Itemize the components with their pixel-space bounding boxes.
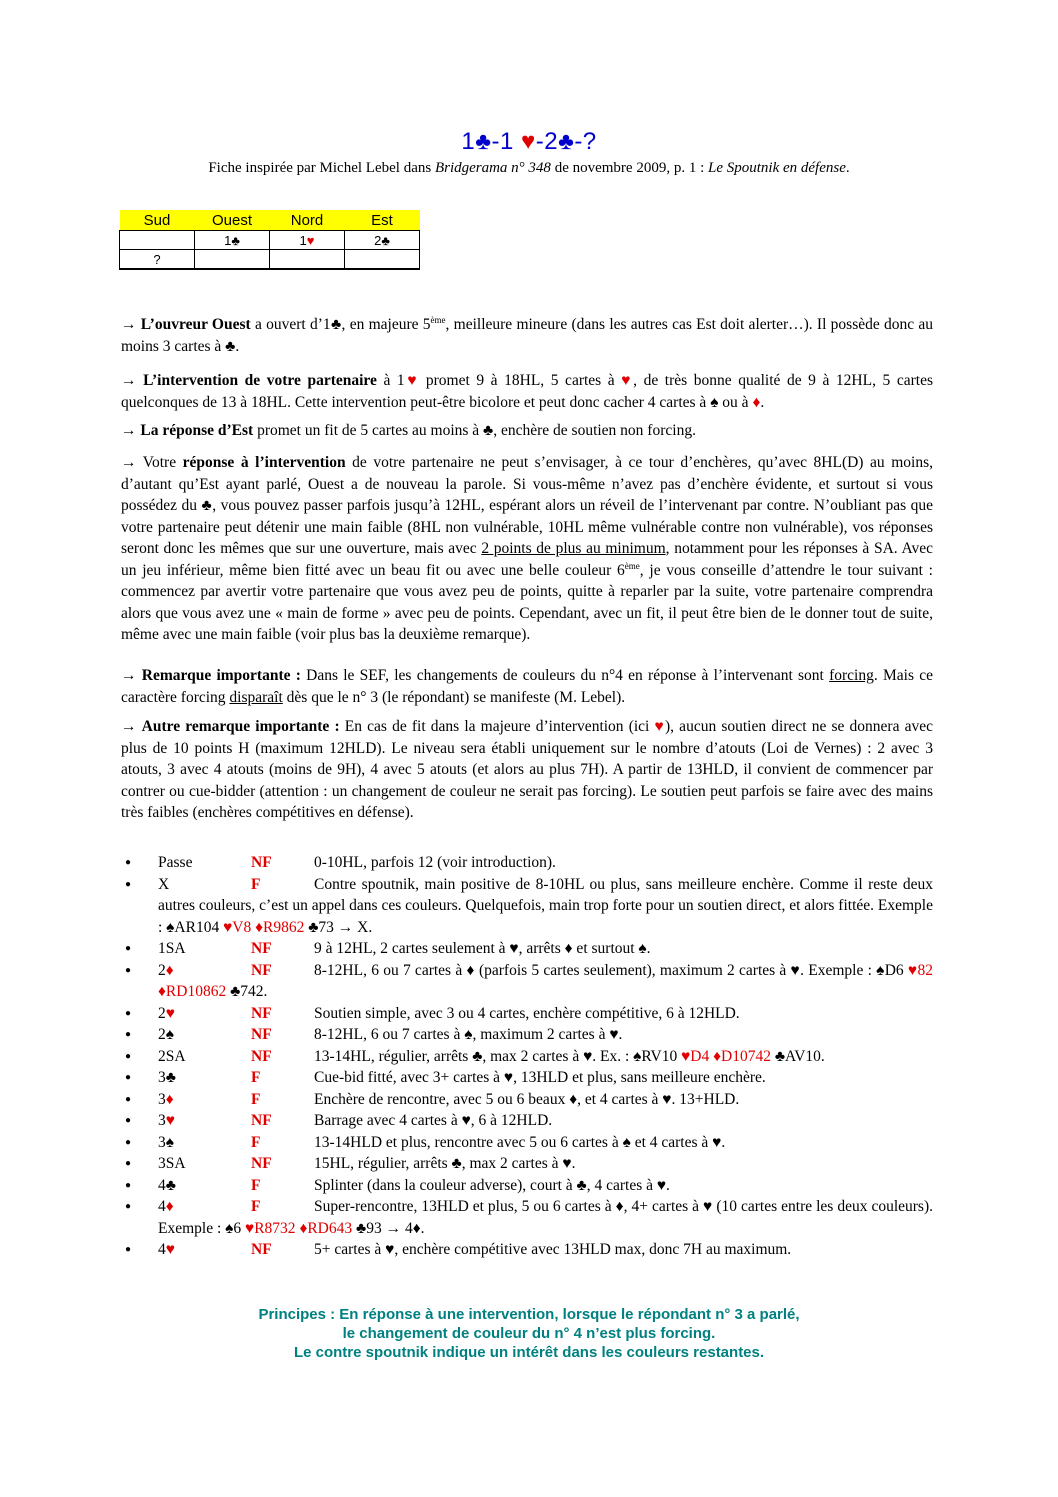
cell: ? [120,250,195,270]
forcing-badge: NF [251,1047,272,1065]
diamond-icon: ♦ [752,393,761,411]
list-item [121,1196,933,1239]
forcing-badge: F [251,1176,261,1194]
forcing-badge: NF [251,1155,272,1172]
bid-value: 3♠ [158,1133,174,1151]
header-sud: Sud [120,210,195,231]
bid-label [158,1153,251,1175]
example-end: ♣73 → X. [304,918,373,936]
forcing-badge: F [251,1090,261,1108]
bid-value: Passe [158,854,193,871]
bid-value: 3♣ [158,1069,176,1086]
bid-value: 2 [158,1004,166,1022]
list-item [121,1239,933,1261]
table-header-row [120,210,420,231]
cell: 1♥ [270,231,345,250]
bullet-icon: ● [125,1093,132,1105]
bullet-icon: ● [125,1072,132,1083]
bullet-icon: ● [125,1050,132,1062]
bid-description: 13-14HLD et plus, rencontre avec 5 ou 6 cartes à ♠ et 4 cartes à ♥. [314,1133,726,1151]
bid-label [158,938,251,960]
bid-description: 8-12HL, 6 ou 7 cartes à ♠, maximum 2 cartes à ♥. [314,1026,623,1043]
forcing-badge: F [251,1069,261,1086]
heart-icon: ♥ [654,718,665,735]
bid-value: 3 [158,1090,166,1108]
header-nord: Nord [270,210,345,231]
suit-icon: ♦ [165,1198,174,1215]
list-item [121,938,933,960]
example-end: ♣AV10. [770,1047,825,1065]
bullet-icon: ● [125,1244,132,1255]
paragraph-ouvreur: → L’ouvreur Ouest a ouvert d’1♣, en majeure 5ème, meilleure mineure (dans les autres cas Est doit alerter…). Il possède donc au moins 3 cartes à ♣. [121,314,934,355]
bullet-icon: ● [125,857,132,868]
bid-label [158,1089,251,1111]
heart-icon: ♥ [404,372,420,389]
paragraph-intervention: → L’intervention de votre partenaire à 1♥ promet 9 à 18HL, 5 cartes à ♥, de très bonne qualité de 9 à 12HL, 5 cartes quelconques de 13 à 18HL. Cette intervention peut-être bicolore et peut donc cacher 4 cartes à ♠ ou à ♦. [121,372,934,411]
bullet-icon: ● [125,1158,132,1169]
bullet-icon: ● [125,1115,132,1126]
heart-icon: ♥ [621,372,634,389]
header-ouest: Ouest [195,210,270,231]
example-diamonds: ♦D10742 [713,1047,771,1065]
bid-value: 4 [158,1198,166,1215]
list-item [121,1153,933,1175]
bid-description: Barrage avec 4 cartes à ♥, 6 à 12HLD. [314,1112,553,1129]
list-item [121,874,933,939]
list-item [121,852,933,874]
bid-label [158,1046,251,1068]
bid-label [158,1239,251,1261]
bid-value: 4♣ [158,1176,176,1194]
bullet-icon: ● [125,943,132,954]
bid-label [158,960,251,982]
paragraph-autre-remarque: → Autre remarque importante : En cas de fit dans la majeure d’intervention (ici ♥), aucun soutien direct ne se donnera avec plus de 10 points H (maximum 12HLD). Le niveau sera établi uniquement sur le nombre d’atouts (Loi de Vernes) : 2 avec 3 atouts, 3 avec 4 atouts (moins de 9H), 4 avec 5 atouts (et alors au plus 7H). A partir de 13HLD, il convient de commencer par contrer ou cue-bidder (attention : un changement de couleur ne serait pas forcing). Le soutien peut parfois se faire avec des mains très faibles (enchères compétitives en défense). [121,718,933,821]
bullet-icon: ● [125,878,132,890]
forcing-badge: NF [251,961,272,979]
bid-value: 3 [158,1112,166,1129]
paragraph-votre-reponse: → Votre réponse à l’intervention de votre partenaire ne peut s’envisager, à ce tour d’enchères, qu’avec 8HL(D) au moins, d’autant qu’Est ayant parlé, Ouest a de nouveau la parole. Si vous-même n’avez pas d’enchère évidente, et surtout si vous possédez du ♣, vous pouvez passer parfois jusqu’à 12HL, espérant alors un réveil de l’intervenant par contre. N’oubliant pas que votre partenaire peut détenir une main faible (8HL non vulnérable, 10HL même vulnérable contre non vulnérable), vos réponses seront donc les mêmes que sur une ouverture, mais avec 2 points de plus au minimum, notamment pour les réponses à SA. Avec un jeu inférieur, même bien fitté avec un beau fit ou avec une belle couleur 6ème, je vous conseille d’attendre le tour suivant : commencez par avertir votre partenaire que vous avez peu de points, quitte à reparler par la suite, votre partenaire comprendra alors que vous avez une « main de forme » avec peu de points. Cependant, avec un fit, il peut être bien de le donner tout de suite, même avec une main faible (voir plus bas la deuxième remarque). [121,454,933,643]
heart-icon: ♥ [520,128,536,155]
example-end: ♣742. [226,983,268,1000]
suit-icon: ♥ [165,1004,175,1022]
paragraph-remarque: → Remarque importante : Dans le SEF, les changements de couleurs du n°4 en réponse à l’intervenant sont forcing. Mais ce caractère forcing disparaît dès que le n° 3 (le répondant) se manifeste (M. Lebel). [121,667,933,706]
bid-description: Cue-bid fitté, avec 3+ cartes à ♥, 13HLD et plus, sans meilleure enchère. [314,1069,766,1086]
example-hearts: ♥82 [907,961,933,979]
forcing-badge: F [251,875,261,893]
bidding-table [119,210,420,270]
cell [270,250,345,270]
bid-label [158,1024,251,1046]
example-diamonds: ♦RD643 [299,1219,353,1237]
list-item [121,1110,933,1132]
forcing-badge: NF [251,1004,272,1022]
table-row [120,250,420,270]
example-end: ♣93 → 4♦. [352,1219,425,1237]
bid-value: 2♠ [158,1026,174,1043]
bid-list [121,852,933,1261]
suit-icon: ♥ [165,1241,175,1258]
bid-value: 3SA [158,1155,186,1172]
bullet-icon: ● [125,1136,132,1148]
bid-description: 0-10HL, parfois 12 (voir introduction). [314,854,556,871]
bid-description: Contre spoutnik, main positive de 8-10HL ou plus, sans meilleure enchère. Comme il reste deux autres couleurs, c’est un appel dans ces couleurs. Quelquefois, main trop forte pour un soutien direct, et alors fittée. Exemple : ♠AR104 [158,875,933,936]
bid-description: Enchère de rencontre, avec 5 ou 6 beaux ♦, et 4 cartes à ♥. 13+HLD. [314,1090,740,1108]
bid-value: 1SA [158,940,186,957]
cell [195,250,270,270]
bullet-icon: ● [125,1179,132,1191]
bullet-icon: ● [125,1029,132,1040]
article-title: Le Spoutnik en défense [708,160,846,176]
bid-label [158,874,251,896]
table-row [120,231,420,250]
bid-value: X [158,875,170,893]
suit-icon: ♥ [165,1112,175,1129]
bid-value: 2 [158,961,166,979]
list-item [121,1003,933,1025]
club-icon: ♣ [558,128,575,155]
cell: 1♣ [195,231,270,250]
bid-label [158,1003,251,1025]
forcing-badge: F [251,1133,261,1151]
bid-description: 8-12HL, 6 ou 7 cartes à ♦ (parfois 5 cartes seulement), maximum 2 cartes à ♥. Exemple : ♠D6 [314,961,908,979]
bid-description: Splinter (dans la couleur adverse), court à ♣, 4 cartes à ♥. [314,1176,670,1194]
example-hearts: ♥R8732 [245,1219,296,1237]
forcing-badge: F [251,1198,261,1215]
bullet-icon: ● [125,1201,132,1212]
forcing-badge: NF [251,1112,272,1129]
example-diamonds: ♦R9862 [255,918,305,936]
header-est: Est [345,210,420,231]
cell: 2♣ [345,231,420,250]
bid-value: 2SA [158,1047,186,1065]
page-title: 1♣-1 ♥-2♣-? [461,128,597,155]
forcing-badge: NF [251,940,272,957]
list-item [121,1046,933,1068]
list-item [121,1067,933,1089]
suit-icon: ♦ [165,1090,174,1108]
bid-label [158,1110,251,1132]
suit-icon: ♦ [165,961,174,979]
bid-description: Soutien simple, avec 3 ou 4 cartes, enchère compétitive, 6 à 12HLD. [314,1004,740,1022]
example-hearts: ♥D4 [681,1047,710,1065]
cell [120,231,195,250]
forcing-badge: NF [251,854,272,871]
list-item [121,1024,933,1046]
bid-description: 13-14HL, régulier, arrêts ♣, max 2 cartes à ♥. Ex. : ♠RV10 [314,1047,682,1065]
subtitle: Fiche inspirée par Michel Lebel dans Bridgerama n° 348 de novembre 2009, p. 1 : Le Spoutnik en défense. [208,160,850,176]
bid-label [158,1196,251,1218]
bullet-icon: ● [125,1007,132,1019]
list-item [121,960,933,1003]
bid-label [158,1175,251,1197]
bid-label [158,1132,251,1154]
bid-description: 5+ cartes à ♥, enchère compétitive avec 13HLD max, donc 7H au maximum. [314,1241,792,1258]
bid-description: Super-rencontre, 13HLD et plus, 5 ou 6 cartes à ♦, 4+ cartes à ♥ (10 cartes entre les deux couleurs). Exemple : ♠6 [158,1198,933,1237]
forcing-badge: NF [251,1026,272,1043]
bid-label [158,1067,251,1089]
club-icon: ♣ [475,128,492,155]
bid-description: 9 à 12HL, 2 cartes seulement à ♥, arrêts ♦ et surtout ♠. [314,940,651,957]
paragraph-reponse-est: → La réponse d’Est promet un fit de 5 cartes au moins à ♣, enchère de soutien non forcing. [121,422,696,439]
list-item [121,1132,933,1154]
bid-description: 15HL, régulier, arrêts ♣, max 2 cartes à ♥. [314,1155,576,1172]
principles-box: Principes : En réponse à une intervention, lorsque le répondant n° 3 a parlé, le changement de couleur du n° 4 n’est plus forcing. Le contre spoutnik indique un intérêt dans les couleurs restantes. [258,1306,800,1361]
example-diamonds: ♦RD10862 [158,983,227,1000]
bid-label [158,852,251,874]
bid-value: 4 [158,1241,166,1258]
example-hearts: ♥V8 [223,918,252,936]
bullet-icon: ● [125,964,132,976]
list-item [121,1089,933,1111]
cell [345,250,420,270]
forcing-badge: NF [251,1241,272,1258]
list-item [121,1175,933,1197]
source-title: Bridgerama n° 348 [434,160,551,176]
